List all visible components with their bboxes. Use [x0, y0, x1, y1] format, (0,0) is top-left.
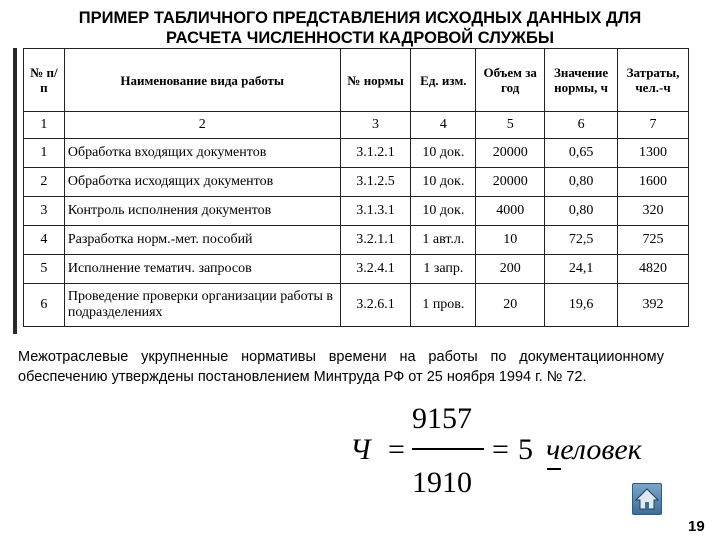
- norm-number: 3.1.3.1: [340, 197, 411, 226]
- table-container: [13, 48, 696, 334]
- result-underscore: [547, 468, 561, 470]
- row-index: 6: [24, 284, 65, 327]
- norm-number: 3.1.2.1: [340, 139, 411, 168]
- formula-result: 5: [518, 433, 533, 466]
- unit: 10 док.: [411, 168, 476, 197]
- unit: 10 док.: [411, 139, 476, 168]
- formula-equals: =: [492, 433, 509, 466]
- home-icon: [633, 484, 661, 514]
- annual-volume: 20000: [476, 168, 545, 197]
- work-type: Обработка исходящих документов: [64, 168, 340, 197]
- caption-text: Межотраслевые укрупненные нормативы времени на работы по документациионному обеспечению утверждены постановлением Минтруда РФ от 25 ноября 1994 г. № 72.: [18, 349, 664, 385]
- header-cell: Значение нормы, ч: [545, 49, 618, 112]
- unit: 1 авт.л.: [411, 226, 476, 255]
- row-index: 5: [24, 255, 65, 284]
- norm-value: 72,5: [545, 226, 618, 255]
- slide-title: [20, 8, 700, 48]
- annual-volume: 10: [476, 226, 545, 255]
- formula-numerator: 9157: [412, 402, 472, 435]
- page-number: 19: [688, 518, 705, 535]
- header-cell: № нормы: [340, 49, 411, 112]
- work-type: Контроль исполнения документов: [64, 197, 340, 226]
- staffing-data-table: [23, 48, 689, 327]
- annual-volume: 4000: [476, 197, 545, 226]
- fraction-bar: [412, 448, 484, 450]
- table-row: [24, 255, 689, 284]
- formula-lhs: Ч: [350, 433, 371, 466]
- header-cell: Объем за год: [476, 49, 545, 112]
- column-number: 1: [24, 112, 65, 139]
- header-cell: Ед. изм.: [411, 49, 476, 112]
- home-button[interactable]: [632, 483, 662, 515]
- column-number: 4: [411, 112, 476, 139]
- unit: 10 док.: [411, 197, 476, 226]
- norm-value: 0,80: [545, 197, 618, 226]
- norm-value: 0,80: [545, 168, 618, 197]
- column-number: 3: [340, 112, 411, 139]
- norm-value: 0,65: [545, 139, 618, 168]
- labor-cost: 320: [618, 197, 689, 226]
- norm-number: 3.2.6.1: [340, 284, 411, 327]
- work-type: Обработка входящих документов: [64, 139, 340, 168]
- labor-cost: 4820: [618, 255, 689, 284]
- header-cell: Наименование вида работы: [64, 49, 340, 112]
- table-row: [24, 197, 689, 226]
- annual-volume: 20000: [476, 139, 545, 168]
- norm-number: 3.2.1.1: [340, 226, 411, 255]
- column-number: 7: [618, 112, 689, 139]
- formula-unit: человек: [546, 433, 642, 466]
- labor-cost: 1600: [618, 168, 689, 197]
- table-row: [24, 226, 689, 255]
- title-line-2: РАСЧЕТА ЧИСЛЕННОСТИ КАДРОВОЙ СЛУЖБЫ: [166, 29, 554, 47]
- labor-cost: 1300: [618, 139, 689, 168]
- header-cell: Затраты, чел.-ч: [618, 49, 689, 112]
- labor-cost: 392: [618, 284, 689, 327]
- table-row: [24, 284, 689, 327]
- norm-value: 19,6: [545, 284, 618, 327]
- work-type: Разработка норм.-мет. пособий: [64, 226, 340, 255]
- row-index: 1: [24, 139, 65, 168]
- formula-equals: =: [388, 433, 405, 466]
- norm-value: 24,1: [545, 255, 618, 284]
- title-line-1: ПРИМЕР ТАБЛИЧНОГО ПРЕДСТАВЛЕНИЯ ИСХОДНЫХ ДАННЫХ ДЛЯ: [78, 9, 642, 27]
- table-row: [24, 139, 689, 168]
- formula-denominator: 1910: [412, 466, 472, 499]
- column-number: 6: [545, 112, 618, 139]
- work-type: Исполнение тематич. запросов: [64, 255, 340, 284]
- column-number: 2: [64, 112, 340, 139]
- norm-number: 3.2.4.1: [340, 255, 411, 284]
- labor-cost: 725: [618, 226, 689, 255]
- row-index: 3: [24, 197, 65, 226]
- row-index: 2: [24, 168, 65, 197]
- column-number-row: [24, 112, 689, 139]
- table-row: [24, 168, 689, 197]
- unit: 1 запр.: [411, 255, 476, 284]
- annual-volume: 20: [476, 284, 545, 327]
- header-cell: № п/п: [24, 49, 65, 112]
- unit: 1 пров.: [411, 284, 476, 327]
- row-index: 4: [24, 226, 65, 255]
- column-number: 5: [476, 112, 545, 139]
- norm-number: 3.1.2.5: [340, 168, 411, 197]
- annual-volume: 200: [476, 255, 545, 284]
- table-header-row: [24, 49, 689, 112]
- work-type: Проведение проверки организации работы в подразделениях: [64, 284, 340, 327]
